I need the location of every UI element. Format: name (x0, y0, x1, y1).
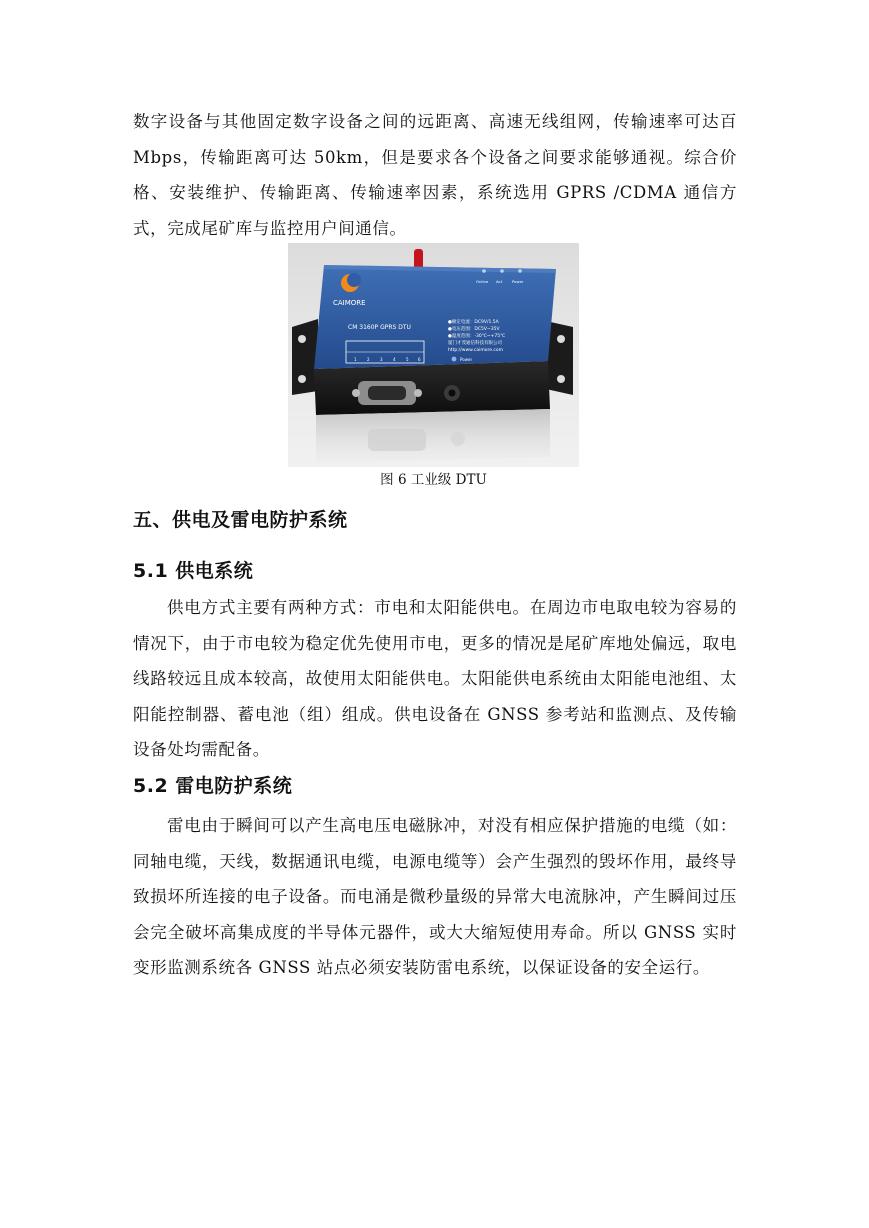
power-label: Power (460, 357, 473, 362)
spec-line-2: ●电压范围：DC5V~35V (448, 327, 500, 332)
spec-line-3: ●温度范围：-30℃~+75℃ (448, 334, 506, 339)
device-front-face (314, 361, 550, 415)
status-act-label: Act (496, 279, 503, 284)
device-logo-text: CAIMORE (333, 299, 366, 307)
led-online-icon (482, 269, 486, 273)
terminal-label-4: 4 (393, 357, 396, 362)
device-reflection (316, 409, 550, 463)
spec-line-5: http://www.caimore.com (448, 348, 504, 353)
spec-line-1: ●额定电流：DC9V/1.5A (448, 320, 499, 325)
terminal-label-3: 3 (380, 357, 383, 362)
led-power-icon (518, 269, 522, 273)
led-act-icon (500, 269, 504, 273)
subsection-heading-power: 5.1 供电系统 (133, 560, 254, 582)
device-model-text: CM 3160P GPRS DTU (348, 324, 411, 331)
figure-caption: 图 6 工业级 DTU (380, 472, 487, 488)
power-system-paragraph: 供电方式主要有两种方式：市电和太阳能供电。在周边市电取电较为容易的情况下，由于市电较为稳定优先使用市电，更多的情况是尾矿库地处偏远，取电线路较远且成本较高，故使用太阳能供电。太阳能供电系统由太阳能电池组、太阳能控制器、蓄电池（组）组成。供电设备在 GNSS 参考站和监测点、及传输设备处均需配备。 (133, 598, 737, 760)
dtu-device-illustration (288, 243, 579, 467)
power-switch-icon (452, 357, 457, 362)
terminal-label-5: 5 (406, 357, 409, 362)
terminal-label-6: 6 (418, 357, 421, 362)
spec-line-4: 厦门才茂通信科技有限公司 (448, 341, 502, 346)
left-flange (292, 319, 318, 395)
status-power-label: Power (512, 279, 524, 284)
dtu-device-photo (288, 243, 579, 467)
section-heading: 五、供电及雷电防护系统 (133, 509, 348, 531)
terminal-label-2: 2 (367, 357, 370, 362)
intro-paragraph: 数字设备与其他固定数字设备之间的远距离、高速无线组网，传输速率可达百Mbps，传输距离可达 50km，但是要求各个设备之间要求能够通视。综合价格、安装维护、传输距离、传输速率因素，系统选用 GPRS /CDMA 通信方式，完成尾矿库与监控用户间通信。 (133, 112, 737, 238)
status-online-label: Online (476, 279, 489, 284)
subsection-heading-lightning: 5.2 雷电防护系统 (133, 775, 293, 797)
terminal-label-1: 1 (354, 357, 357, 362)
lightning-protection-paragraph: 雷电由于瞬间可以产生高电压电磁脉冲，对没有相应保护措施的电缆（如：同轴电缆，天线，数据通讯电缆，电源电缆等）会产生强烈的毁坏作用，最终导致损坏所连接的电子设备。而电涌是微秒量级的异常大电流脉冲，产生瞬间过压会完全破坏高集成度的半导体元器件，或大大缩短使用寿命。所以 GNSS 实时变形监测系统各 GNSS 站点必须安装防雷电系统，以保证设备的安全运行。 (133, 816, 737, 978)
